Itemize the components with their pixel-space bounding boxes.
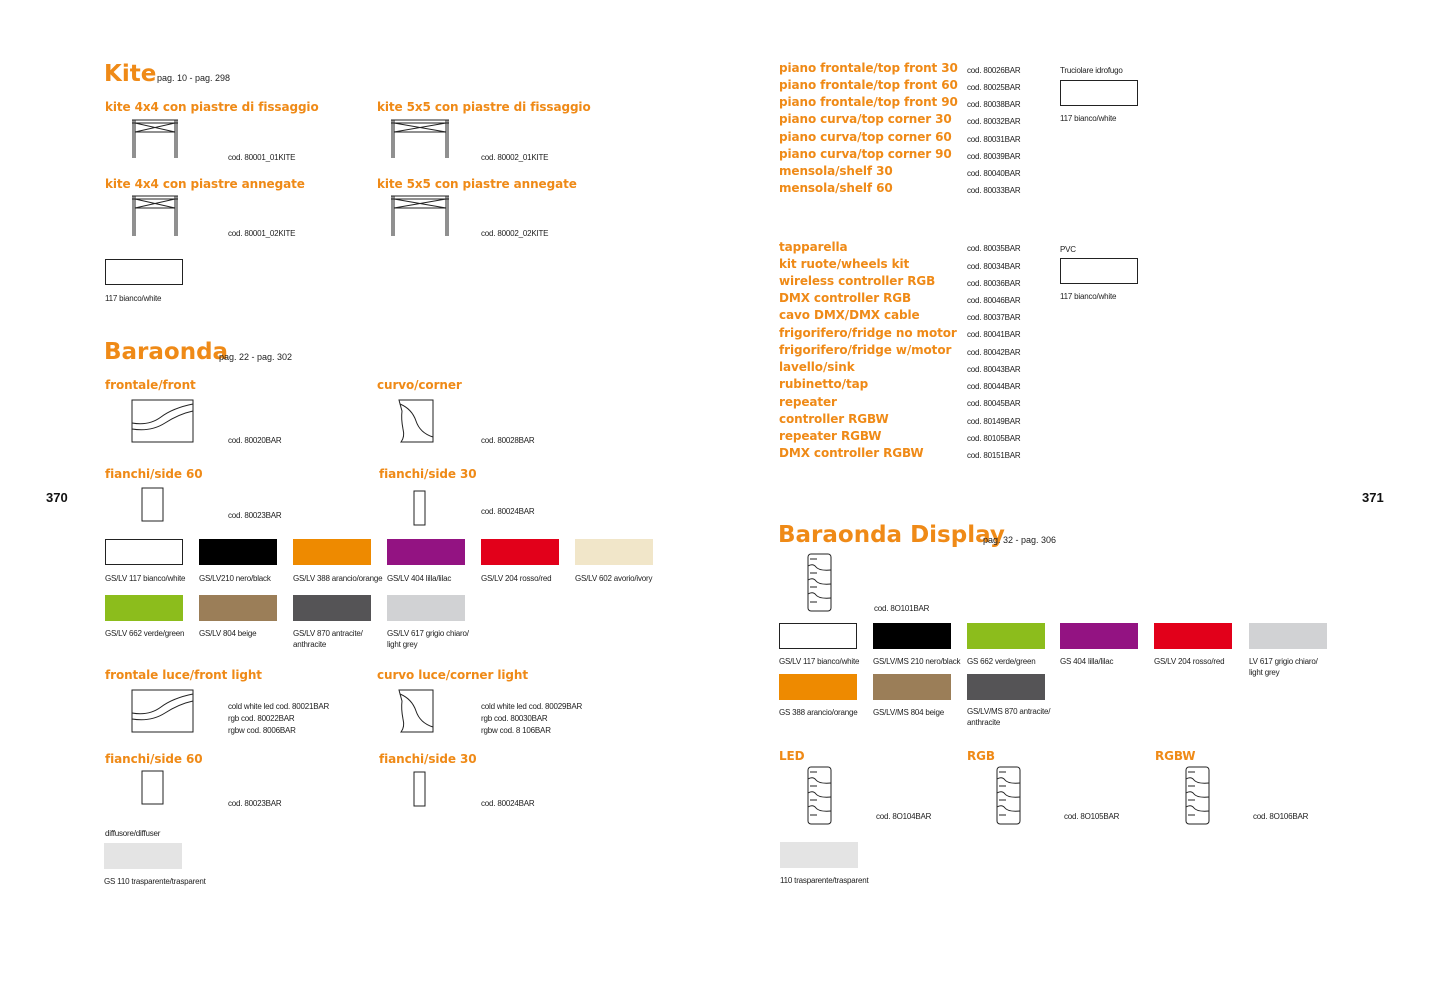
- rgb-label: RGB: [967, 749, 995, 763]
- accessory-label: piano frontale/top front 90: [779, 95, 958, 109]
- kite-item-code: cod. 80002_01KITE: [481, 153, 549, 162]
- swatch-label: GS/LV/MS 870 antracite/: [967, 707, 1051, 716]
- swatch-label: LV 617 grigio chiaro/: [1249, 657, 1318, 666]
- swatch-label: GS/LV 404 lilla/lilac: [387, 574, 452, 583]
- accessory-code: cod. 80039BAR: [967, 152, 1021, 161]
- kite-page-ref: pag. 10 - pag. 298: [157, 73, 231, 83]
- accessory-code: cod. 80042BAR: [967, 348, 1021, 357]
- baraonda-side30-label: fianchi/side 30: [379, 467, 477, 481]
- accessory-code: cod. 80043BAR: [967, 365, 1021, 374]
- front-light-code: rgbw cod. 8006BAR: [228, 726, 296, 735]
- swatch-label: GS/LV 388 arancio/orange: [293, 574, 383, 583]
- kite-item-label: kite 4x4 con piastre annegate: [105, 177, 305, 191]
- color-swatch-anthracite: [293, 595, 371, 621]
- swatch-label: GS/LV 204 rosso/red: [1154, 657, 1225, 666]
- accessory-label: mensola/shelf 60: [779, 181, 893, 195]
- material-label: Truciolare idrofugo: [1060, 66, 1123, 75]
- display-page-ref: pag. 32 - pag. 306: [983, 535, 1057, 545]
- color-swatch-orange: [293, 539, 371, 565]
- rgbw-label: RGBW: [1155, 749, 1196, 763]
- page-number-left: 370: [46, 490, 68, 505]
- color-swatch-transparent: [780, 842, 858, 868]
- rgb-code: cod. 8O105BAR: [1064, 812, 1120, 821]
- accessory-code: cod. 80149BAR: [967, 417, 1021, 426]
- display-rgb-drawing: [996, 766, 1022, 826]
- accessory-label: piano frontale/top front 60: [779, 78, 958, 92]
- color-swatch-anthracite: [967, 674, 1045, 700]
- swatch-label: 110 trasparente/trasparent: [780, 876, 869, 885]
- display-rgbw-drawing: [1185, 766, 1211, 826]
- page-number-right: 371: [1362, 490, 1384, 505]
- swatch-label: GS/LV 804 beige: [199, 629, 257, 638]
- accessory-label: rubinetto/tap: [779, 377, 869, 391]
- accessory-code: cod. 80033BAR: [967, 186, 1021, 195]
- color-swatch-beige: [873, 674, 951, 700]
- color-swatch-green: [967, 623, 1045, 649]
- side-60-drawing: [141, 487, 165, 523]
- kite-item-label: kite 4x4 con piastre di fissaggio: [105, 100, 319, 114]
- kite-item-code: cod. 80001_02KITE: [228, 229, 296, 238]
- color-swatch-white: [105, 539, 183, 565]
- accessory-label: piano curva/top corner 30: [779, 112, 952, 126]
- accessory-label: kit ruote/wheels kit: [779, 257, 910, 271]
- accessory-code: cod. 80036BAR: [967, 279, 1021, 288]
- color-swatch-light-grey: [1249, 623, 1327, 649]
- front-light-panel-drawing: [131, 689, 195, 733]
- corner-light-code: cold white led cod. 80029BAR: [481, 702, 583, 711]
- accessory-label: DMX controller RGBW: [779, 446, 924, 460]
- baraonda-corner-label: curvo/corner: [377, 378, 462, 392]
- swatch-label: light grey: [387, 640, 418, 649]
- accessory-code: cod. 80031BAR: [967, 135, 1021, 144]
- rgbw-code: cod. 8O106BAR: [1253, 812, 1309, 821]
- side60-light-code: cod. 80023BAR: [228, 799, 282, 808]
- swatch-label: GS/LV 117 bianco/white: [105, 574, 186, 583]
- corner-light-code: rgb cod. 80030BAR: [481, 714, 548, 723]
- color-swatch-lilac: [1060, 623, 1138, 649]
- corner-light-panel-drawing: [398, 689, 436, 733]
- led-code: cod. 8O104BAR: [876, 812, 932, 821]
- front-light-code: rgb cod. 80022BAR: [228, 714, 295, 723]
- accessory-label: controller RGBW: [779, 412, 889, 426]
- swatch-label: anthracite: [293, 640, 327, 649]
- display-unit-drawing: [807, 553, 833, 613]
- front-panel-drawing: [131, 399, 195, 443]
- accessory-label: lavello/sink: [779, 360, 855, 374]
- diffuser-label: diffusore/diffuser: [105, 829, 161, 838]
- accessory-label: tapparella: [779, 240, 848, 254]
- swatch-label: GS/LV/MS 804 beige: [873, 708, 944, 717]
- accessory-code: cod. 80026BAR: [967, 66, 1021, 75]
- swatch-label: anthracite: [967, 718, 1001, 727]
- swatch-label: 117 bianco/white: [105, 294, 162, 303]
- material-label: PVC: [1060, 245, 1076, 254]
- accessory-code: cod. 80041BAR: [967, 330, 1021, 339]
- accessory-label: piano frontale/top front 30: [779, 61, 958, 75]
- accessory-label: cavo DMX/DMX cable: [779, 308, 920, 322]
- accessory-label: wireless controller RGB: [779, 274, 936, 288]
- led-label: LED: [779, 749, 805, 763]
- baraonda-front-label: frontale/front: [105, 378, 196, 392]
- kite-item-code: cod. 80001_01KITE: [228, 153, 296, 162]
- kite-4x4-embedded-plates-drawing: [131, 195, 179, 237]
- corner-light-label: curvo luce/corner light: [377, 668, 528, 682]
- accessory-label: mensola/shelf 30: [779, 164, 893, 178]
- accessory-label: frigorifero/fridge w/motor: [779, 343, 952, 357]
- baraonda-corner-code: cod. 80028BAR: [481, 436, 535, 445]
- side60-light-label: fianchi/side 60: [105, 752, 203, 766]
- swatch-label: GS/LV 617 grigio chiaro/: [387, 629, 469, 638]
- accessory-code: cod. 80151BAR: [967, 451, 1021, 460]
- accessory-label: repeater RGBW: [779, 429, 882, 443]
- section-title-baraonda-display: Baraonda Display: [778, 522, 1005, 548]
- color-swatch-black: [199, 539, 277, 565]
- color-swatch-green: [105, 595, 183, 621]
- kite-item-label: kite 5x5 con piastre annegate: [377, 177, 577, 191]
- baraonda-page-ref: pag. 22 - pag. 302: [219, 352, 293, 362]
- corner-panel-drawing: [398, 399, 436, 443]
- accessory-code: cod. 80035BAR: [967, 244, 1021, 253]
- side-60-drawing: [141, 770, 165, 806]
- color-swatch: [105, 259, 183, 285]
- color-swatch-white: [779, 623, 857, 649]
- accessory-code: cod. 80044BAR: [967, 382, 1021, 391]
- kite-5x5-fixing-plates-drawing: [390, 118, 450, 160]
- baraonda-side60-code: cod. 80023BAR: [228, 511, 282, 520]
- swatch-label: GS/LV 117 bianco/white: [779, 657, 860, 666]
- display-led-drawing: [807, 766, 833, 826]
- swatch-label: GS 110 trasparente/trasparent: [104, 877, 206, 886]
- corner-light-code: rgbw cod. 8 106BAR: [481, 726, 551, 735]
- swatch-label: GS 662 verde/green: [967, 657, 1036, 666]
- accessory-code: cod. 80046BAR: [967, 296, 1021, 305]
- swatch-label: GS/LV/MS 210 nero/black: [873, 657, 961, 666]
- color-swatch-lilac: [387, 539, 465, 565]
- swatch-label: GS/LV 204 rosso/red: [481, 574, 552, 583]
- front-light-label: frontale luce/front light: [105, 668, 262, 682]
- accessory-code: cod. 80025BAR: [967, 83, 1021, 92]
- accessory-label: frigorifero/fridge no motor: [779, 326, 957, 340]
- front-light-code: cold white led cod. 80021BAR: [228, 702, 330, 711]
- side-30-drawing: [413, 771, 427, 808]
- side30-light-code: cod. 80024BAR: [481, 799, 535, 808]
- display-code: cod. 8O101BAR: [874, 604, 930, 613]
- kite-item-label: kite 5x5 con piastre di fissaggio: [377, 100, 591, 114]
- accessory-code: cod. 80034BAR: [967, 262, 1021, 271]
- kite-item-code: cod. 80002_02KITE: [481, 229, 549, 238]
- accessory-code: cod. 80032BAR: [967, 117, 1021, 126]
- swatch-label: GS/LV 662 verde/green: [105, 629, 185, 638]
- baraonda-front-code: cod. 80020BAR: [228, 436, 282, 445]
- swatch-label: GS 404 lilla/lilac: [1060, 657, 1114, 666]
- swatch-label: GS 388 arancio/orange: [779, 708, 858, 717]
- swatch-label: 117 bianco/white: [1060, 292, 1117, 301]
- swatch-label: GS/LV 602 avorio/ivory: [575, 574, 653, 583]
- section-title-baraonda: Baraonda: [104, 339, 229, 365]
- color-swatch-beige: [199, 595, 277, 621]
- accessory-code: cod. 80038BAR: [967, 100, 1021, 109]
- side30-light-label: fianchi/side 30: [379, 752, 477, 766]
- color-swatch-red: [481, 539, 559, 565]
- accessory-code: cod. 80105BAR: [967, 434, 1021, 443]
- kite-4x4-fixing-plates-drawing: [131, 118, 179, 160]
- accessory-code: cod. 80037BAR: [967, 313, 1021, 322]
- accessory-label: DMX controller RGB: [779, 291, 912, 305]
- swatch-label: GS/LV210 nero/black: [199, 574, 271, 583]
- color-swatch-white: [1060, 258, 1138, 284]
- swatch-label: GS/LV 870 antracite/: [293, 629, 363, 638]
- color-swatch-ivory: [575, 539, 653, 565]
- accessory-label: repeater: [779, 395, 837, 409]
- accessory-label: piano curva/top corner 90: [779, 147, 952, 161]
- swatch-label: 117 bianco/white: [1060, 114, 1117, 123]
- accessory-code: cod. 80040BAR: [967, 169, 1021, 178]
- swatch-label: light grey: [1249, 668, 1280, 677]
- section-title-kite: Kite: [104, 61, 157, 87]
- color-swatch-white: [1060, 80, 1138, 106]
- kite-5x5-embedded-plates-drawing: [390, 195, 450, 237]
- accessory-code: cod. 80045BAR: [967, 399, 1021, 408]
- color-swatch-light-grey: [387, 595, 465, 621]
- accessory-label: piano curva/top corner 60: [779, 130, 952, 144]
- color-swatch-red: [1154, 623, 1232, 649]
- color-swatch-orange: [779, 674, 857, 700]
- baraonda-side30-code: cod. 80024BAR: [481, 507, 535, 516]
- color-swatch-black: [873, 623, 951, 649]
- side-30-drawing: [413, 490, 427, 527]
- baraonda-side60-label: fianchi/side 60: [105, 467, 203, 481]
- color-swatch-transparent: [104, 843, 182, 869]
